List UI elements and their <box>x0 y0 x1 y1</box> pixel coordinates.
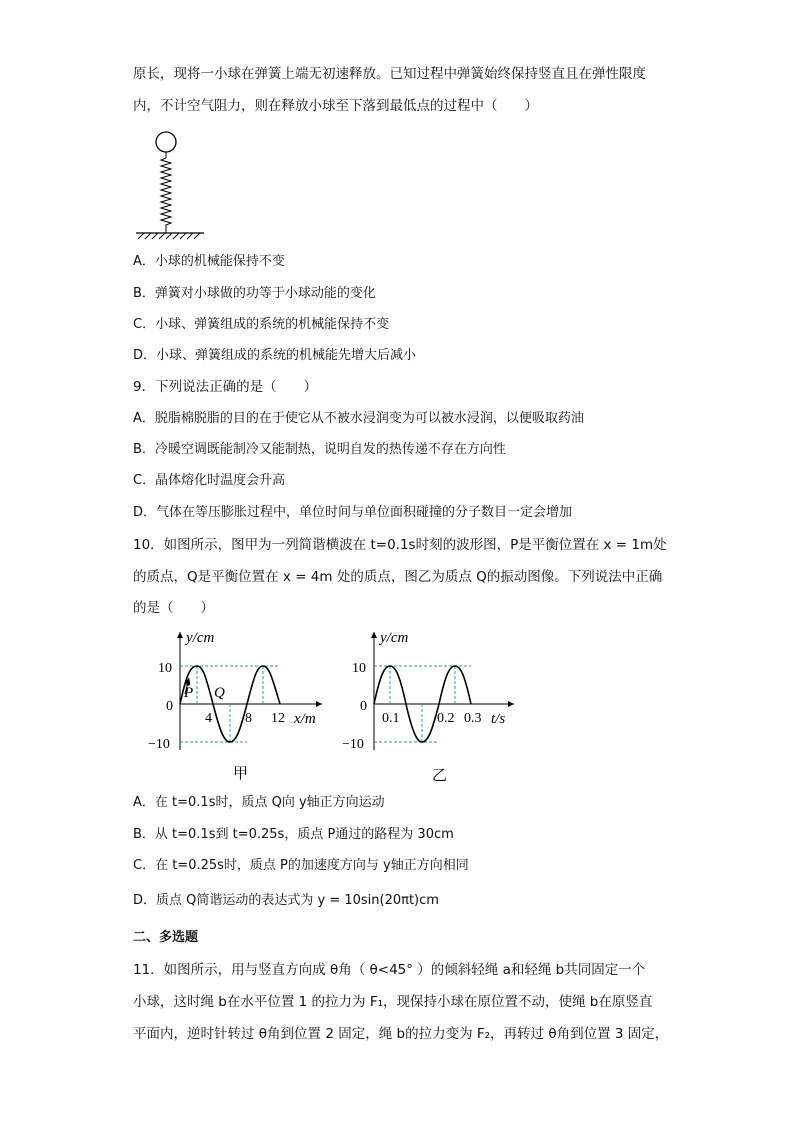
x-tick-12: 12 <box>271 711 285 726</box>
figure-caption-yi: 乙 <box>432 768 448 784</box>
q11-line-1: 11．如图所示，用与竖直方向成 θ角（ θ<45° ）的倾斜轻绳 a和轻绳 b共同固定一个 <box>133 962 646 978</box>
intro-line-1: 原长，现将一小球在弹簧上端无初速释放。已知过程中弹簧始终保持竖直且在弹性限度 <box>133 66 646 82</box>
ball <box>156 132 176 152</box>
wave-graph-jia <box>140 622 340 790</box>
q10-stem-2: 的质点，Q是平衡位置在 x = 4m 处的质点，图乙为质点 Q的振动图像。下列说法中正确 <box>133 569 663 585</box>
q11-line-2: 小球，这时绳 b在水平位置 1 的拉力为 F₁，现保持小球在原位置不动，使绳 b在原竖直 <box>133 994 653 1010</box>
q10-stem-3: 的是（ ） <box>133 600 214 616</box>
point-p-label: P <box>184 685 194 701</box>
q8-option-b: B．弹簧对小球做的功等于小球动能的变化 <box>133 286 376 301</box>
q11-line-3: 平面内，逆时针转过 θ角到位置 2 固定，绳 b的拉力变为 F₂，再转过 θ角到位置 3 固定， <box>133 1026 669 1042</box>
t-axis-label: t/s <box>491 711 506 727</box>
y-axis-label: y/cm <box>186 630 215 646</box>
section-title-multi-choice: 二、多选题 <box>133 930 199 945</box>
x-tick-4: 4 <box>205 711 212 726</box>
y-tick-0: 0 <box>360 699 367 714</box>
q10-option-a: A．在 t=0.1s时，质点 Q向 y轴正方向运动 <box>133 795 385 810</box>
y-tick-0: 0 <box>166 699 173 714</box>
x-axis-label: x/m <box>294 711 316 727</box>
q8-option-a: A．小球的机械能保持不变 <box>133 254 285 269</box>
q8-option-d: D．小球、弹簧组成的系统的机械能先增大后减小 <box>133 348 417 363</box>
point-q-label: Q <box>214 685 225 701</box>
spring-ball-figure <box>130 128 210 240</box>
q9-option-b: B．冷暖空调既能制冷又能制热，说明自发的热传递不存在方向性 <box>133 442 506 457</box>
t-tick-0.1: 0.1 <box>382 711 400 726</box>
q9-option-c: C．晶体熔化时温度会升高 <box>133 473 286 488</box>
vibration-graph-yi <box>336 622 536 790</box>
t-tick-0.2: 0.2 <box>437 711 455 726</box>
spring <box>161 158 171 233</box>
t-tick-0.3: 0.3 <box>464 711 482 726</box>
q9-option-a: A．脱脂棉脱脂的目的在于使它从不被水浸润变为可以被水浸润，以便吸取药油 <box>133 411 584 426</box>
y-tick-neg10: −10 <box>342 737 364 752</box>
y-axis-label: y/cm <box>380 630 409 646</box>
x-tick-8: 8 <box>245 711 252 726</box>
ground-hatch <box>138 233 200 239</box>
q9-option-d: D．气体在等压膨胀过程中，单位时间与单位面积碰撞的分子数目一定会增加 <box>133 505 573 520</box>
q10-option-d: D．质点 Q简谐运动的表达式为 y = 10sin(20πt)cm <box>133 893 439 908</box>
intro-line-2: 内，不计空气阻力，则在释放小球至下落到最低点的过程中（ ） <box>133 98 538 114</box>
q9-stem: 9．下列说法正确的是（ ） <box>133 379 318 395</box>
y-tick-10: 10 <box>352 661 366 676</box>
figure-caption-jia: 甲 <box>233 766 249 782</box>
q10-option-b: B．从 t=0.1s到 t=0.25s，质点 P通过的路程为 30cm <box>133 827 454 842</box>
q10-option-c: C．在 t=0.25s时，质点 P的加速度方向与 y轴正方向相同 <box>133 858 469 873</box>
q10-stem-1: 10．如图所示，图甲为一列简谐横波在 t=0.1s时刻的波形图，P是平衡位置在 x = 1m处 <box>133 537 667 553</box>
q8-option-c: C．小球、弹簧组成的系统的机械能保持不变 <box>133 317 390 332</box>
y-tick-10: 10 <box>158 661 172 676</box>
y-tick-neg10: −10 <box>148 737 170 752</box>
